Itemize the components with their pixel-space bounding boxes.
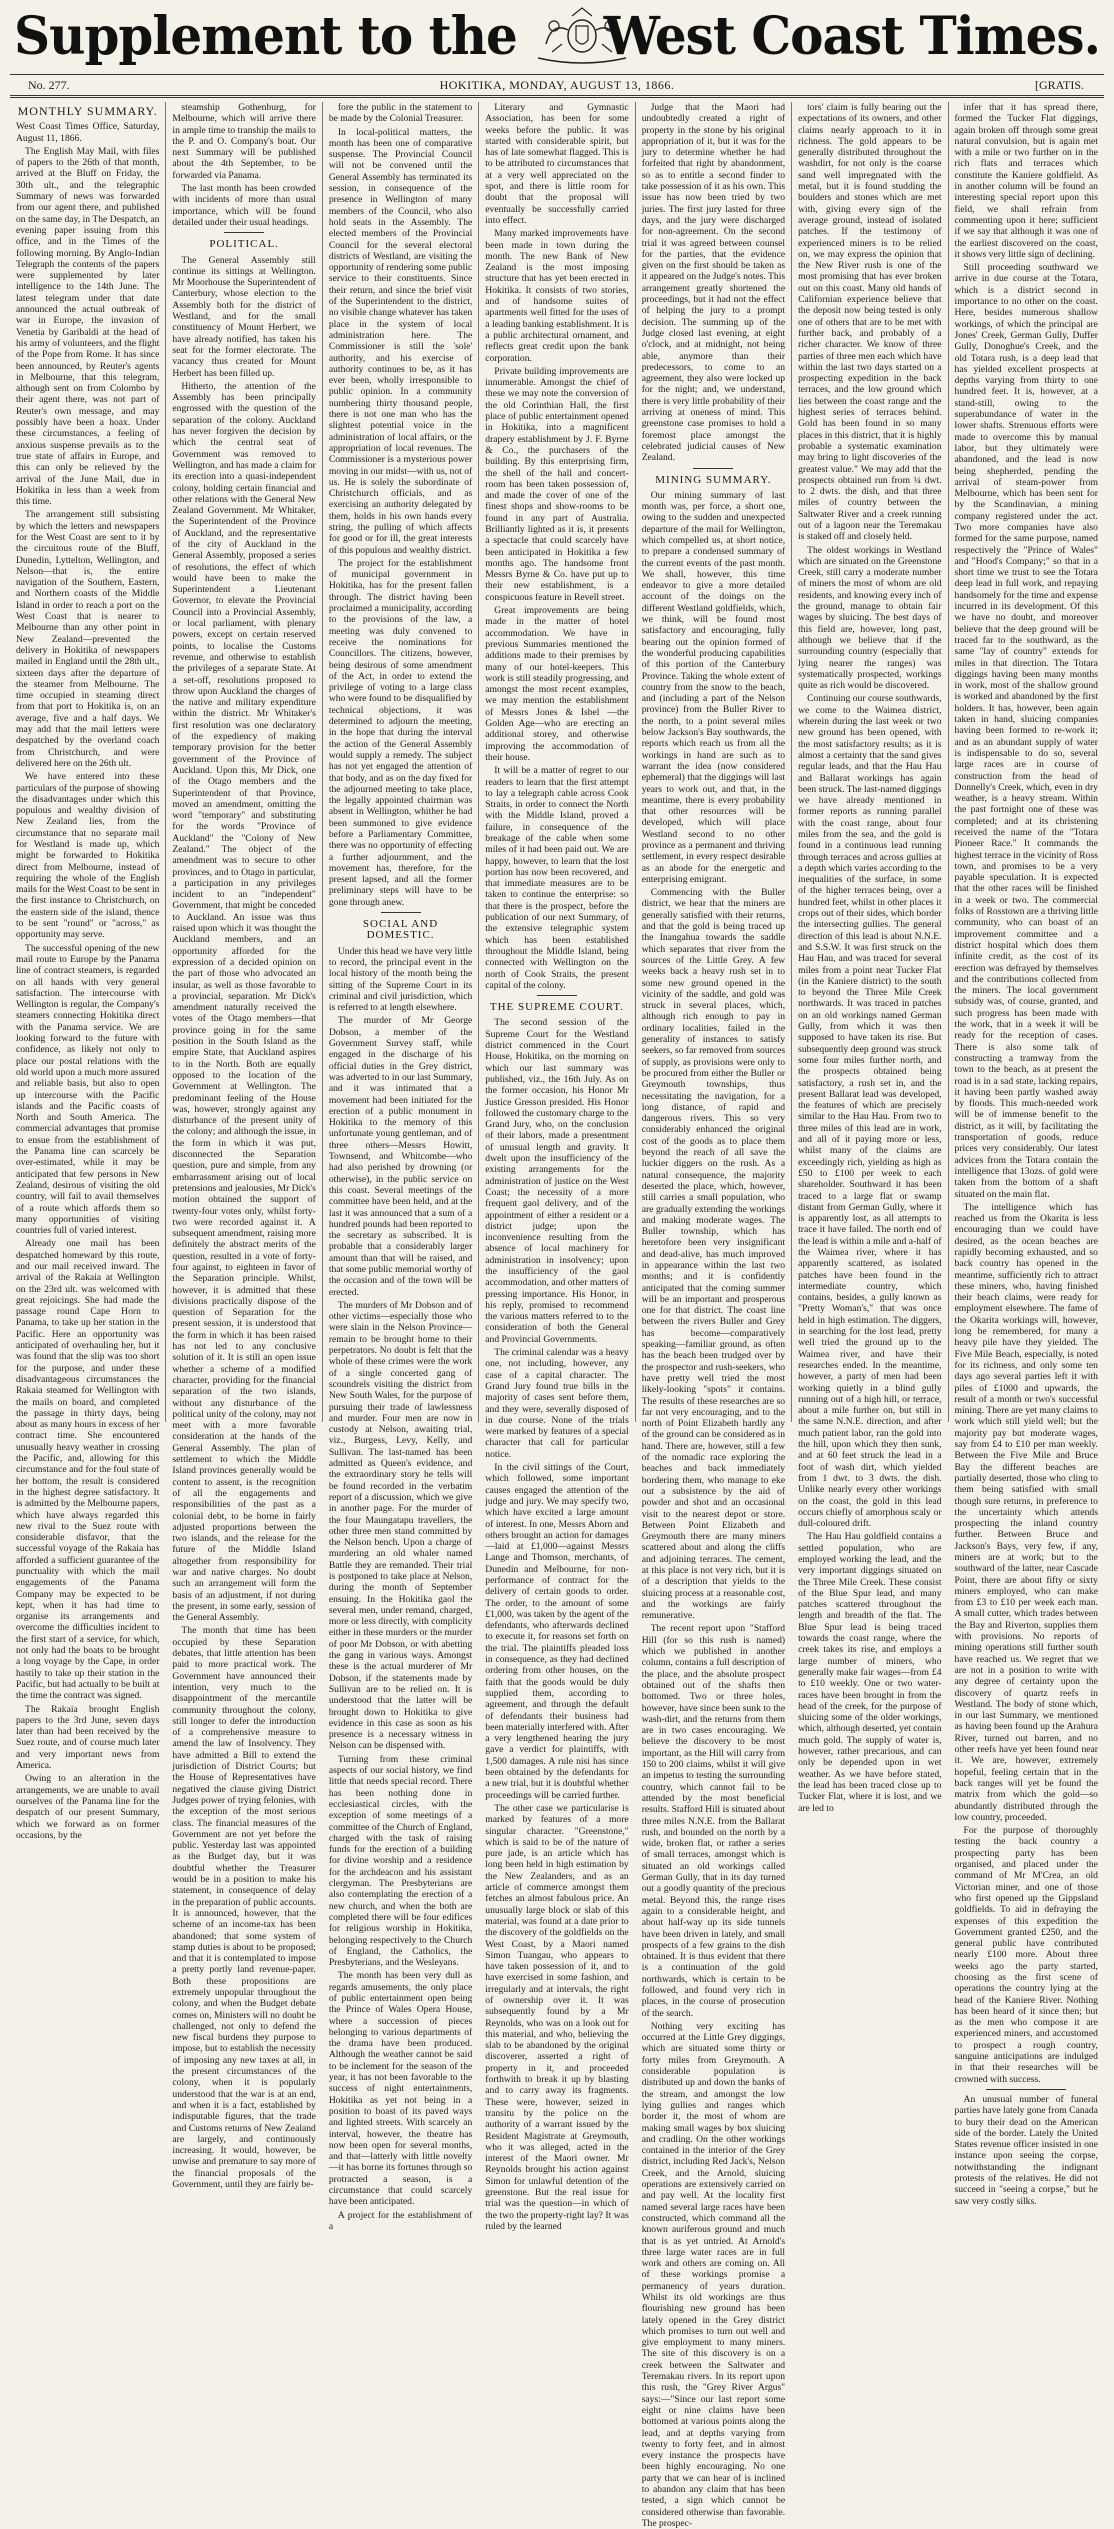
article-paragraph: Under this head we have very little to record, the principal event in the local history of the month being the sitting of the Supreme Court in its criminal and civil jurisdiction, which is referred to at length elsewhere. [328,945,473,1014]
article-paragraph: The General Assembly still continue its sittings at Wellington. Mr Moorhouse the Superintendent of Canterbury, whose election to the Assembly both for the district of Westland, and for the small constituency of Mount Herbert, we have already notified, has taken his seat for the former electorate. The vacancy thus created for Mount Herbert has been filled up. [172,254,316,379]
issue-number: No. 277. [28,78,70,92]
section-divider [381,912,421,913]
article-paragraph: The month has been very dull as regards amusements, the only place of public entertainment open being the Prince of Wales Opera House, where a succession of pieces belonging to various departments of the drama have been produced. Although the weather cannot be said to be inclement for the season of the year, it has not been favorable to the success of night entertainments, Hokitika as yet not being in a position to boast of its paved ways and lighted streets. With scarcely an interval, however, the theatre has now been open for several months, and that—latterly with little novelty—it has borne its fortunes through so protracted a season, is a circumstance that could scarcely have been anticipated. [328,1970,473,2208]
article-paragraph: The oldest workings in Westland which are situated on the Greenstone Creek, still carry a moderate number of miners the most of whom are old residents, and knowing every inch of the ground, manage to obtain fair wages by sluicing. The best days of this field are, however, long past, although we believe that if the surrounding country (especially that lying nearer the ranges) was systematically prospected, workings quite as rich would be discovered. [798,544,942,692]
article-paragraph: The arrangement still subsisting by which the letters and newspapers for the West Coast are sent to it by the circuitous route of the Bluff, Dunedin, Lyttelton, Wellington, and Nelson—that is, the entire navigation of the Southern, Eastern, and Northern coasts of the Middle Island in order to reach a port on the West Coast that is nearer to Melbourne than any other point in New Zealand—prevented the delivery in Hokitika of newspapers mailed in England until the 28th ult., sixteen days after the departure of the steamer from Melbourne. The time occupied in steaming direct from that port to Hokitika is, on an average, five and a half days. We may add that the mail letters were despatched by the overland coach from Christchurch, and were delivered here on the 26th ult. [16,509,160,769]
section-divider [693,468,733,469]
column-2 [166,102,322,2191]
column-5 [636,102,792,2529]
article-paragraph: The project for the establishment of municipal government in Hokitika, has for the present fallen through. The district having been proclaimed a municipality, according to the provisions of the law, a meeting was duly convened to receive the nominations for Councillors. The citizens, however, being desirous of some amendment of the Act, in order to extend the privilege of voting to a large class who were found to be disqualified by technical objections, it was determined to adjourn the meeting, in the hope that during the interval the action of the General Assembly would supply a remedy. The subject has not yet engaged the attention of that body, and as on the day fixed for the adjourned meeting to take place, the legally appointed chairman was absent in Wellington, whither he had been summoned to give evidence before a Parliamentary Committee, there was no opportunity of effecting a further adjournment, and the movement has, therefore, for the present lapsed, and all the former preliminary steps will have to be gone through anew. [328,557,473,908]
article-paragraph: The murder of Mr George Dobson, a member of the Government Survey staff, while engaged in the discharge of his official duties in the Grey district, was adverted to in our last Summary, and it was intimated that a movement had been initiated for the erection of a public monument in Hokitika to the memory of this unfortunate young gentleman, and of three others—Messrs Howitt, Townsend, and Whitcombe—who had also perished by drowning (or otherwise), in the public service on this coast. Several meetings of the committee have been held, and at the last it was announced that a sum of a hundred pounds had been reported to the secretary as subscribed. It is probable that a considerably larger amount than that will be raised, and that some public memorial worthy of the occasion and of the town will be erected. [328,1015,473,1298]
column-3 [323,102,479,2232]
article-paragraph: We have entered into these particulars of the purpose of showing the disadvantages under which this populous and wealthy division of New Zealand lies, from the circumstance that no separate mail for Westland is made up, which might be forwarded to Hokitika direct from Melbourne, instead of requiring the whole of the English mails for the West Coast to be sent in the first instance to Christchurch, on the eastern side of the island, thence to be sent "round" or "across," as opportunity may serve. [16,771,160,941]
article-paragraph: The other case we particularise is marked by features of a more singular character. "Greenstone," which is said to be of the nature of pure jade, is an article which has long been held in high estimation by the New Zealanders, and as an article of commerce amongst them fetches an almost fabulous price. An unusually large block or slab of this material, was found at a date prior to the discovery of the goldfields on the West Coast, by a Maori named Simon Tuangau, who appears to have taken possession of it, and to have exercised in some fashion, and irregularly and at intervals, the right of ownership over it. It was subsequently found by a Mr Reynolds, who was on a look out for this material, and who, believing the slab to be abandoned by the original discoverer, asserted a right of property in it, and proceeded forthwith to break it up by blasting and to carry away its fragments. These were, however, seized in transitu by the police on the authority of a warrant issued by the Resident Magistrate at Greymouth, who it was alleged, acted in the interest of the Maori owner. Mr Reynolds brought his action against Simon for unlawful detention of the greenstone. But the real issue for trial was the question—in which of the two the property-right lay? It was ruled by the learned [485,1802,629,2232]
article-paragraph: Nothing very exciting has occurred at the Little Grey diggings, which are situated some thirty or forty miles from Greymouth. A considerable population is distributed up and down the banks of the stream, and amongst the low lying gullies and ranges which border it, the most of whom are making small wages by box sluicing and cradling. On the other workings contained in the interior of the Grey district, including Red Jack's, Nelson Creek, and the Arnold, sluicing operations are extensively carried on and pay well. At the locality first named several large races have been constructed, which command all the known auriferous ground and much that is as yet untried. At Arnold's three large water races are in full work and others are coming on. All of these workings promise a permanency of years duration. Whilst its old workings are thus flourishing new ground has been lately opened in the Grey district which promises to turn out well and give employment to many miners. The site of this discovery is on a creek between the Saltwater and Teremakau rivers. In its report upon this rush, the "Grey River Argus" says:—"Since our last report some eight or nine claims have been bottomed at various points along the lead, and at depths varying from twenty to forty feet, and in almost every instance the prospects have been highly encouraging. No one party that we can hear of is inclined to abandon any claim that has been tested, a sign which cannot be considered otherwise than favorable. The prospec- [641,2020,786,2529]
footnote-paragraph: An unusual number of funeral parties have lately gone from Canada to bury their dead on the American side of the border. Lately the United States revenue officer insisted in one instance upon seeing the corpse, notwithstanding the indignant protests of the relatives. He did not succeed in "seeing a corpse," but he saw very costly silks. [954,2093,1098,2207]
article-paragraph: Turning from these criminal aspects of our social history, we find little that needs special record. There has been nothing done in ecclesiastical circles, with the exception of some meetings of a committee of the Church of England, charged with the task of raising funds for the erection of a building for divine worship and a residence for the archdeacon and his assistant clergyman. The Presbyterians are also contemplating the erection of a new church, and when the both are completed there will be four edifices for religious worship in Hokitika, belonging respectively to the Church of England, the Catholics, the Presbyterians, and the Wesleyans. [328,1753,473,1969]
article-paragraph: The Hau Hau goldfield contains a settled population, who are employed working the lead, and the very important diggings situated on the Three Mile Creek. These consist of the Blue Spur lead, and many patches scattered throughout the length and breadth of the flat. The Blue Spur lead is being traced towards the coast range, where the creek takes its rise, and employs a large number of miners, who generally make fair wages—from £4 to £10 weekly. One or two water-races have been brought in from the head of the creek, for the purpose of sluicing some of the older workings, which, although deserted, yet contain much gold. The supply of water is, however, rather precarious, and can only be depended upon in wet weather. As we have before stated, the lead has been traced close up to Tucker Flat, where it is lost, and we are led to [798,1531,942,1814]
section-heading: POLITICAL. [209,238,279,251]
article-paragraph: In the civil sittings of the Court, which followed, some important causes engaged the attention of the judge and jury. We may specify two, which have excited a large amount of interest. In one, Messrs Aborn and others brought an action for damages—laid at £1,000—against Messrs Lange and Thomson, merchants, of Dunedin and Melbourne, for non-performance of contract for the delivery of certain goods to order. The order, to the amount of some £1,000, was taken by the agent of the defendants, who afterwards declined to execute it, for reasons set forth on the trial. The plaintiffs pleaded loss in consequence, as they had declined ordering from other houses, on the faith that the goods would be duly supplied them, according to agreement, and through the default of defendants their business had been materially interfered with. After a very lengthened hearing the jury gave a verdict for plaintiffs, with 1,500 damages. A rule nisi has since been obtained by the defendants for a new trial, but it is doubtful whether proceedings will be carried further. [485,1462,629,1801]
article-paragraph: Many marked improvements have been made in town during the month. The new Bank of New Zealand is the most imposing structure that has yet been erected in Hokitika. It consists of two stories, and of handsome suites of apartments well fitted for the uses of a leading banking establishment. It is a public architectural ornament, and reflects great credit upon the bank corporation. [485,228,629,364]
article-paragraph: fore the public in the statement to be made by the Colonial Treasurer. [328,102,473,125]
article-paragraph: Owing to an alteration in the arrangements, we are unable to avail ourselves of the Panama line for the despatch of our present Summary, which we forward as on former occasions, by the [16,1773,160,1841]
article-paragraph: It will be a matter of regret to our readers to learn that the first attempt to lay a telegraph cable across Cook Straits, in order to connect the North with the Middle Island, proved a failure, in consequence of the breakage of the cable when some miles of it had been paid out. We are happy, however, to learn that the lost portion has now been recovered, and that immediate measures are to be taken to continue the enterprise: so that there is the prospect, before the publication of our next Summary, of the extensive telegraphic system which has been established throughout the Middle Island, being connected with Wellington on the north of Cook Straits, the present capital of the colony. [485,765,629,991]
column-4 [479,102,635,2232]
section-heading: MONTHLY SUMMARY. [17,104,158,118]
article-paragraph: tors' claim is fully bearing out the expectations of its owners, and other claims nearly approach to it in richness. The gold appears to be generally distributed throughout the washdirt, for not only is the coarse sand well impregnated with the metal, but it is found studding the boulders and stones which are met with, giving every sign of the average ground, instead of isolated patches. If the testimony of experienced miners is to be relied on, we may express the opinion that the New River rush is one of the most promising that has ever broken out on this coast. Many old hands of Californian experience believe that the deposit now being tested is only one of others that are to be met with further back, and probably of a richer character. We know of three parties of three men each which have within the last two days started on a prospecting expedition in the back terraces, and the low ground which lies between the coast range and the highest series of terraces behind. Gold has been found in so many places in this district, that it is highly probable a systematic examination may bring to light discoveries of the greatest value." We may add that the prospects obtained run from ¼ dwt. to 2 dwts. the dish, and that three miles of country between the Saltwater River and a creek running out of a lagoon near the Teremakau is staked off and closely held. [798,102,942,543]
price-label: [GRATIS. [1034,78,1084,92]
columns [10,102,1104,2529]
article-paragraph: The Rakaia brought English papers to the 3rd June, seven days later than had been received by the Suez route, and of course much later and very important news from America. [16,1703,160,1772]
section-divider [986,2089,1066,2090]
article-paragraph: steamship Gothenburg, for Melbourne, which will arrive there in ample time to tranship the mails to the P. and O. Company's boat. Our next Summary will be published about the 4th September, to be forwarded via Panama. [172,102,316,181]
article-paragraph: The second session of the Supreme Court for the Westland district commenced in the Court House, Hokitika, on the morning on which our last summary was published, viz., the 16th July. As on the former occasion, his Honor Mr Justice Gresson presided. His Honor followed the customary charge to the Grand Jury, who, on the conclusion of their labors, made a presentment of unusual length and gravity. It dwelt upon the insufficiency of the existing arrangements for the administration of justice on the West Coast; the necessity of a more frequent gaol delivery, and of the appointment of either a resident or a district judge; upon the inconvenience resulting from the absence of local machinery for administration in insolvency; upon the insufficiency of the gaol accommodation, and other matters of pressing importance. His Honor, in his reply, promised to recommend the various matters referred to to the consideration of both the General and Provincial Governments. [485,1017,629,1345]
article-paragraph: In local-political matters, the month has been one of comparative suspense. The Provincial Council will not be convened until the General Assembly has terminated its session, in consequence of the presence in Wellington of many members of the Council, who also hold seats in the Assembly. The elected members of the Provincial Council for the several electoral districts of Westland, are visiting the opportunity of rendering some public service to their constituents. Since their return, and since the brief visit of the Superintendent to the district, no visible change whatever has taken place in the system of local administration here. The Commissioner is still the 'sole' authority, and his exercise of authority continues to be, as it has ever been, wholly irresponsible to public opinion. In a community numbering thirty thousand people, there is not one man who has the slightest potential voice in the administration of local affairs, or the appropriation of local revenues. The Commissioner is a mysterious power moving in our midst—with us, not of us. He is solely the subordinate of Christchurch officials, and as exercising an authority delegated by them, holds in his own hands every string, the pulling of which affects for good or for ill, the great interests of this populous and wealthy district. [328,126,473,556]
article-paragraph: The intelligence which has reached us from the Okarita is less encouraging than we could have desired, as the ocean beaches are rapidly becoming exhausted, and so back country has opened in the meantime, sufficiently rich to attract these miners, who, having finished their beach claims, were ready for employment elsewhere. The fame of the Okarita workings will, however, long be remembered, for many a heavy pile have they yielded. The Five Mile Beach, especially, is noted for its richness, and only some ten days ago several parties left it with piles of £1000 and upwards, the result of a month or two's successful mining. There are yet many claims to work which still yield well; but the majority pay but moderate wages, say from £4 to £10 per man weekly. Between the Five Mile and Bruce Bay the different beaches are partially deserted, those who cling to them being satisfied with small though sure returns, in preference to the uncertainty which attends prospecting the inland country further. Between Bruce and Jackson's Bays, very few, if any, miners are at work; but to the southward of the latter, near Cascade Point, there are about fifty or sixty miners employed, who can make from £3 to £10 per week each man. A small cutter, which trades between the Bay and Riverton, supplies them with provisions. No reports of mining operations still further south have reached us. We regret that we are not in a position to write with any degree of certainty upon the discovery of quartz reefs in Westland. The body of stone which, in our last Summary, we mentioned as having been found up the Arahura River, turned out barren, and no other reefs have yet been found near it. We are, however, extremely hopeful, feeling certain that in the back ranges will yet be found the matrix from which the gold—so abundantly distributed through the low country, proceeded. [954,1201,1098,1823]
article-paragraph: A project for the establishment of a [328,2209,473,2232]
section-heading: MINING SUMMARY. [655,473,772,486]
article-paragraph: Private building improvements are innumerable. Amongst the chief of these we may note the conversion of the old Corinthian Hall, the first place of public entertainment opened in Hokitika, into a magnificent drapery establishment by J. F. Byrne & Co., the purchasers of the building. By this enterprising firm, the shell of the hall and concert-room has been taken possession of, and made the cover of one of the finest shops and show-rooms to be found in any part of Australia. Brilliantly lighted as it is, it presents a spectacle that could scarcely have been anticipated in Hokitika a few months ago. The handsome front Messrs Byrne & Co. have put up to their new establishment, is a conspicuous feature in Revell street. [485,365,629,603]
dateline [10,75,1104,98]
section-heading: THE SUPREME COURT. [489,1001,625,1014]
article-paragraph: The last month has been crowded with incidents of more than usual importance, which will be found detailed under their usual headings. [172,183,316,228]
section-divider [537,995,577,996]
masthead-title-right: West Coast Times. [603,4,1100,67]
article-paragraph: Literary and Gymnastic Association, has been for some weeks before the public. It was started with considerable spirit, but has of late somewhat flagged. This is to be attributed to circumstances that at a very well appreciated on the spot, and there is little room for doubt that the proposal will eventually be successfully carried into effect. [485,102,629,226]
column-6 [792,102,948,1814]
article-paragraph: The recent report upon "Stafford Hill (for so this rush is named) which we published in another column, contains a full description of the place, and the absolute prospect obtained out of the shafts then bottomed. Two or three holes, however, have since been sunk to the wash-dirt, and the returns from them are in two cases encouraging. We believe the discovery to be most important, as the Hill will carry from 150 to 200 claims, whilst it will give an impetus to testing the surrounding country, which cannot fail to be attended by the most beneficial results. Stafford Hill is situated about three miles N.N.E. from the Ballarat rush, and bounded on the north by a wide, broken flat, or rather a series of small terraces, amongst which is situated an old workings called German Gully, that in its day turned out a goodly quantity of the precious metal. Beyond this, the range rises again to a considerable height, and about half-way up its side tunnels have been driven in lately, and small prospects of a few grains to the dish obtained. It is thus evident that there is a continuation of the gold northwards, which is certain to be followed, and found very rich in places, in the course of prosecution of the search. [641,1623,786,2019]
article-paragraph: Still proceeding southward we arrive in due course at the Totara, which is a district second in importance to no other on the coast. Here, besides numerous shallow workings, of which the principal are Jones' Creek, German Gully, Duffer Gully, Donoghue's Creek, and the old Totara rush, is a deep lead that has yielded excellent prospects at depths varying from thirty to one hundred feet. It is, however, at a stand-still, owing to the superabundance of water in the lower shafts. Strenuous efforts were made to overcome this by manual labor, but they ultimately were abandoned, and the lead is now being shepherded, pending the arrival of steam-power from Melbourne, which has been sent for by the Scandinavian, a mining company registered under the act. Two more companies have also formed for the same purpose, named respectively the "Prince of Wales" and "Hood's Company;" so that in a short time we trust to see the Totara deep lead in full work, and repaying handsomely for the time and expense incurred in its development. Of this we have no doubt, and moreover believe that the deep ground will be traced far to the southward, as the same "lay of country" extends for miles in that direction. The Totara diggings having been many months in work, most of the shallow ground is worked and abandoned by the first holders. It has, however, been again taken in hand, sluicing companies having been formed to re-work it; and as an abundant supply of water is indispensable to do so, several large races are in course of construction from the head of Donnelly's Creek, which, even in dry weather, is a heavy stream. Within the past fortnight one of these was completed; and at its christening received the name of the "Totara Pioneer Race." It commands the highest terrace in the vicinity of Ross town, and promises to be a very payable speculation. It is expected that the other races will be finished in a week or two. The commercial folks of Rosstown are a thriving little community, who can boast of an improvement committee and a district hospital which does them infinite credit, as the cost of its erection was defrayed by themselves and the contributions collected from the miners. The local government subsidy was, of course, granted, and such progress has been made with the work, that in a week it will be ready for the reception of cases. There is also some talk of constructing a tramway from the town to the beach, as at present the road is in a sad state, lacking repairs, it having been partly washed away by floods. This much-needed work will be of immense benefit to the district, as it will, by facilitating the transportation of goods, reduce prices very considerably. Our latest advices from the Totara contain the intelligence that 13ozs. of gold were taken from the bottom of a shaft situated on the main flat. [954,262,1098,1200]
article-paragraph: Judge that the Maori had undoubtedly created a right of property in the stone by his original appropriation of it, but it was for the jury to determine whether he had forfeited that right by abandonment, so as to entitle a second finder to take possession of it as his own. This issue has now been tried by two juries. The first jury lasted for three days, and the jury were discharged for non-agreement. On the second trial it was agreed between counsel for the parties, that the evidence given on the first should be taken as it appeared on the Judge's notes. This arrangement greatly shortened the proceedings, but it had not the effect of helping the jury to a prompt decision. The summing up of the Judge closed last evening, at eight o'clock, and at midnight, not being able, anymore than their predecessors, to come to an agreement, they also were locked up for the night; and, we understand, there is very little probability of their arriving at oneness of mind. This greenstone case promises to hold a foremost place amongst the celebrated judicial causes of New Zealand. [641,102,786,464]
article-paragraph: Commencing with the Buller district, we hear that the miners are generally satisfied with their returns, and that the gold is being traced up the Inangahua towards the saddle which separates that river from the sources of the Little Grey. A few weeks back a heavy rush set in to some new ground opened in the vicinity of the saddle, and gold was struck in several places, which, although rich enough to pay in ordinary localities, failed in the generality of instances to satisfy seekers, so far removed from sources of supply, as provisions were only to be procured from either the Buller or Greymouth townships, thus necessitating the navigation, for a long distance, of rapid and dangerous rivers. This so very considerably enhanced the original cost of the goods as to place them beyond the reach of all save the luckier diggers on the rush. As a natural consequence, the majority deserted the place, which, however, still carries a small population, who are gradually extending the workings and making moderate wages. The Buller township, which has heretofore been very insignificant and dead-alive, has much improved in appearance within the last two months; and it is confidently anticipated that the coming summer will be an important and prosperous one for that district. The coast line between the rivers Buller and Grey has become—comparatively speaking—familiar ground, as often has the beach been trudged over by the prospector and rush-seekers, who have pretty well tried the most likely-looking "spots" it contains. The results of these researches are so far not very encouraging, and to the north of Point Elizabeth hardly any of the ground can be considered as in hand. There are, however, still a few of the nomadic race exploring the beaches and back immediately bordering them, who manage to eke out a subsistence by the aid of powder and shot and an occasional visit to the nearest depot or store. Between Point Elizabeth and Greymouth there are many miners scattered about and along the cliffs and adjoining terraces. The cement, at this place is not very rich, but it is of a description that yields to the sluicing process at a reasonable cost, and the workings are fairly remunerative. [641,887,786,1622]
article-paragraph: Already one mail has been despatched homeward by this route, and our mail received inward. The arrival of the Rakaia at Wellington on the 23rd ult. was welcomed with great rejoicings. She had made the passage round Cape Horn to Panama, to take up her station in the Pacific. Here an opportunity was anticipated of overhauling her, but it was found that the slip was too short for the purpose, and under these disadvantageous circumstances the Rakaia steamed for Wellington with the mails on board, and completed the passage in thirty days, being about as many hours in excess of her contract time. She encountered unusually heavy weather in crossing the Pacific, and, allowing for this circumstance and for the foul state of her bottom, the result is considered in the highest degree satisfactory. It is admitted by the Melbourne papers, which have always regarded this new rival to the Suez route with considerable disfavor, that the successful voyage of the Rakaia has afforded a sufficient guarantee of the punctuality with which the mail engagements of the Panama Company may be expected to be kept, when it has had time to organise its arrangements and overcome the difficulties incident to the first start of a service, for which, not only had the boats to be brought a long voyage by the Cape, in order hastily to take up their station in the Pacific, but had actually to be built at the time the contract was signed. [16,1238,160,1702]
article-paragraph: For the purpose of thoroughly testing the back country a prospecting party has been organised, and placed under the command of Mr M'Crea, an old Victorian miner, and one of those who first opened up the Gippsland goldfields. To aid in defraying the expenses of this expedition the Government granted £250, and the general public have contributed nearly £100 more. About three weeks ago the party started, choosing as the first scene of operations the country lying at the head of the Kaniere River. Nothing has been heard of it since then; but as the men who compose it are experienced miners, and accustomed to prospect a rough country, sanguine anticipations are indulged in that their researches will be crowned with success. [954,1825,1098,2085]
article-paragraph: infer that it has spread there, formed the Tucker Flat diggings, again broken off through some great natural convulsion, but is again met with a mile or two further on in the rich flats and terraces which constitute the Kaniere goldfield. As in another column will be found an interesting special report upon this field, we shall refrain from commenting upon it here; sufficient if we say that although it was one of the earliest discovered on the coast, it shows very little sign of declining. [954,102,1098,260]
place-and-date: HOKITIKA, MONDAY, AUGUST 13, 1866. [439,78,675,92]
masthead [10,0,1104,75]
article-paragraph: The murders of Mr Dobson and of other victims—especially those who were slain in the Nelson Province—remain to be brought home to their perpetrators. No doubt is felt that the whole of these crimes were the work of a single concerted gang of scoundrels visiting the district from New South Wales, for the purpose of pursuing their trade of lawlessness and murder. Four men are now in custody at Nelson, awaiting trial, viz., Burgess, Levy, Kelly, and Sullivan. The last-named has been admitted as Queen's evidence, and the extraordinary story he tells will be found recorded in the verbatim report of a discussion, which we give in another page. For the murder of the four Maungatapu travellers, the other three men stand committed by the Nelson bench. Upon a charge of murdering an old whaler named Battle they are remanded. Their trial is postponed to take place at Nelson, during the month of September ensuing. In the Hokitika gaol the several men, under remand, charged, more or less directly, with complicity either in these murders or the murder of poor Mr Dobson, or with abetting the gang in various ways. Amongst these is the actual murderer of Mr Dobson, if the statements made by Sullivan are to be relied on. It is understood that the latter will be brought down to Hokitika to give evidence in this case as soon as his presence is a necessary witness in Nelson can be dispensed with. [328,1299,473,1752]
article-paragraph: The English May Mail, with files of papers to the 26th of that month, arrived at the Bluff on Friday, the 30th ult., and the telegraphic Summary of news was forwarded from our agent there, and published on the same day, in The Despatch, an evening paper issuing from this office, and in the Times of the following morning. By Anglo-Indian Telegraph the contents of the papers were supplemented by later intelligence to the 14th June. The latest telegram under that date announced the actual outbreak of war in Europe, the invasion of Venetia by Garibaldi at the head of his army of volunteers, and the flight of the Pope from Rome. It has since been announced, by Reuter's agents in Melbourne, that this telegram, although sent on from Colombo by their agent there, was not part of Reuter's own message, and may possibly have been a hoax. Under these circumstances, a feeling of anxious suspense prevails as to the true state of affairs in Europe, and this can only be relieved by the arrival of the June Mail, due in Hokitika in less than a week from this time. [16,145,160,508]
section-heading: SOCIAL AND DOMESTIC. [362,918,439,942]
article-paragraph: West Coast Times Office, Saturday, August 11, 1866. [16,121,160,144]
article-paragraph: Great improvements are being made in the matter of hotel accommodation. We have in previous Summaries mentioned the additions made to their premises by many of our hotel-keepers. This work is still steadily progressing, and amongst the most recent examples, we may mention the establishment of Messrs Jones & Isbel —the Golden Age—who are erecting an additional storey, and otherwise improving the accommodation of their house. [485,605,629,763]
article-paragraph: Continuing our course southwards, we come to the Waimea district, wherein during the last week or two new ground has been opened, with the most satisfactory results; as it is almost a certainty that the sand gives regular leads, and that the Hau Hau and Ballarat workings has again been struck. The last-named diggings we have already mentioned in former reports as running parallel with the coast range, about four miles from the sea, and the gold is found in a continuous lead running through terraces and across gullies at a depth which varies according to the inequalities of the surface, in some of the higher terraces being, over a hundred feet, whilst in other places it crops out of their sides, which border the intersecting gullies. The general direction of this lead is about N.N.E. and S.S.W. It was first struck on the Hau Hau, and was traced for several miles from a point near Tucker Flat (in the Kaniere district) to the south to beyond the Three Mile Creek northwards. It was traced in patches on an old workings named German Gully, from which it was then supposed to have taken its rise. But subsequently deep ground was struck some four miles further north, and the prospects obtained being satisfactory, a rush set in, and the present Ballarat lead was developed, the features of which are precisely similar to the Hau Hau. From two to three miles of this lead are in work, and all of it paying more or less, whilst many of the claims are exceedingly rich, yielding as high as £50 to £100 per week to each shareholder. Southward it has been traced to a large flat or swamp distant from German Gully, where it is apparently lost, as all attempts to trace it have failed. The north end of the lead is within a mile and a-half of the Waimea river, where it has apparently scattered, as isolated patches have been found in the intermediate country, which contains, besides, a gully known as "Pretty Woman's," that was once held in high estimation. The diggers, in searching for the lost lead, pretty well tried the ground up to the Waimea river, and have their researches ended. In the meantime, however, a party of men had been working quietly in a blind gully running out of a high hill, or terrace, about a mile further on, but still in the same N.N.E. direction, and after much patient labor, ran the gold into the hill, upon which they then sunk, and at 60 feet struck the lead in a foot of wash dirt, which yielded from 1 dwt. to 3 dwts. the dish. Unlike nearly every other workings on the coast, the gold in this lead occurs chiefly of amorphous scaly or dull-coloured drift. [798,693,942,1530]
section-divider [224,232,264,233]
column-1 [10,102,166,1841]
article-paragraph: The successful opening of the new mail route to Europe by the Panama line of contract steamers, is regarded on all hands with very general satisfaction. The intercourse with Wellington is regular, the Company's steamers connecting Hokitika direct with the Panama service. We are looking forward to the future with confidence, as likely not only to place our postal relations with the old world upon a much more assured and reliable basis, but also to open up intercourse with the Pacific islands and the Pacific coasts of North and South America. The commercial advantages that promise to ensue from the establishment of the Panama line can scarcely be over-estimated, while it may be anticipated that few persons in New Zealand, desirous of visiting the old country, will fail to avail themselves of a route which affords them so many opportunities of visiting countries full of varied interest. [16,942,160,1237]
masthead-title-left: Supplement to the [14,4,517,67]
column-7 [949,102,1104,2207]
article-paragraph: Hitherto, the attention of the Assembly has been principally engrossed with the question of the separation of the colony. Auckland has never forgiven the decision by which the central seat of Government was removed to Wellington, and has made a claim for its erection into a quasi-independent colony, holding certain financial and other relations with the General New Zealand Government. Mr Whitaker, the Superintendent of the Province of Auckland, and the representative of the city of Auckland in the General Assembly, proposed a series of resolutions, the effect of which would have been to make the Superintendent a Lieutenant Governor, to elevate the Provincial Council into a Provincial Assembly, or local parliament, with plenary powers, except on certain reserved points, to localise the Customs revenue, and otherwise to establish the privileges of a separate State. At a set-off, resolutions proposed to throw upon Auckland the charges of the native and military expenditure within the district. Mr Whitaker's first resolution was one declaratory of the expediency of making temporary provision for the better government of the Province of Auckland. Upon this, Mr Dick, one of the Otago members and the Superintendent of that Province, moved an amendment, omitting the word "temporary" and substituting for the words "Province of Auckland" the "Colony of New Zealand." The object of the amendment was to secure to other provinces, and to Otago in particular, a participation in any privileges incident to an "independent" Government, that might be conceded to Auckland. An issue was thus raised upon which it was thought the Auckland members, and an opportunity afforded for the expression of a decided opinion on the part of those who advocated an insular, as well as those favorable to a provincial, separation. Mr Dick's amendment naturally received the votes of the Otago members—that province going in for the same position in the South Island as the empire State, that Auckland aspires to in the North. Both are equally opposed to the location of the Government at Wellington. The predominant feeling of the House was, however, strongly against any disturbance of the present unity of the colony; and although the issue, in the form in which it was put, disconnected the Separation question, pure and simple, from any embarrassment arising out of local pretensions and jealousies, Mr Dick's motion obtained the support of twenty-four votes only, whilst forty-two were recorded against it. A subsequent amendment, raising more definitely the abstract merits of the question, resulted in a vote of forty-four against, to eighteen in favor of the Separation principle. Whilst, however, it is admitted that these divisions practically dispose of the question of Separation for the present session, it is understood that the form in which it has been raised has not led to any conclusive solution of it. It is still an open issue whether a scheme of a modified character, providing for the financial separation of the two islands, without any disturbance of the political unity of the colony, may not meet with a more favorable consideration at the hands of the General Assembly. The plan of settlement to which the Middle Island provinces generally would be content to assent, is the recognition of all the engagements and responsibilities of the past as a colonial debt, to be borne in fairly adjusted proportions between the two islands, and the release for the future of the Middle Island altogether from responsibility for war and native charges. No doubt such an arrangement will form the basis of an adjustment, if not during the present, in some early, session of the General Assembly. [172,380,316,1624]
article-paragraph: The month that time has been occupied by these Separation debates, that little attention has been paid to more practical work. The Government have announced their intention, very much to the disappointment of the mercantile community throughout the colony, still longer to defer the introduction of a comprehensive measure to amend the law of Insolvency. They have admitted a Bill to extend the jurisdiction of District Courts; but the House of Representatives have negatived the clause giving District Judges power of trying felonies, with the exception of the most serious class. The financial measures of the Government are not yet before the public. Yesterday last was appointed as the Budget day, but it was doubtful whether the Treasurer would be in a position to make his statement, in consequence of delay in the preparation of public accounts. It is announced, however, that the scheme of an income-tax has been abandoned; that some system of stamp duties is about to be proposed; and that it is contemplated to impose a pretty portly land revenue-paper. Both these propositions are extremely unpopular throughout the colony, and when the Budget debate comes on, Ministers will no doubt be challenged, not only to defend the new fiscal burdens they purpose to impose, but to establish the necessity of imposing any new taxes at all, in the present circumstances of the colony, when it is popularly understood that the war is at an end, and when it is a fact, established by indisputable figures, that the trade and Customs returns of New Zealand are largely, and continuously increasing. It would, however, be unwise and premature to say more of the financial proposals of the Government, until they are fairly be- [172,1625,316,2191]
article-paragraph: Our mining summary of last month was, per force, a short one, owing to the sudden and unexpected departure of the mail for Wellington, which compelled us, at short notice, to prepare a condensed summary of the current events of the past month. We shall, however, this time endeavor to give a more detailed account of the doings on the different Westland goldfields, which, we think, will be found most satisfactory and encouraging, fully bearing out the opinion formed of the wonderful producing capabilities of this portion of the Canterbury Province. Taking the whole extent of country from the snow to the beach, and (including a part of the Nelson province) from the Buller River to the north, to a point several miles below Jackson's Bay southwards, the reports which reach us from all the workings in hand are such as to warrant the idea (now considered ephemeral) that the diggings will last years to work out, and that, in the meantime, there is every probability that other resources will be developed, which will place Westland second to no other province as a permanent and thriving settlement, in every respect desirable as an abode for the energetic and enterprising emigrant. [641,489,786,885]
article-paragraph: The criminal calendar was a heavy one, not including, however, any case of a capital character. The Grand Jury found true bills in the majority of cases sent before them, and they were, severally disposed of in due course. None of the trials were marked by features of a special character that call for particular notice. [485,1347,629,1460]
